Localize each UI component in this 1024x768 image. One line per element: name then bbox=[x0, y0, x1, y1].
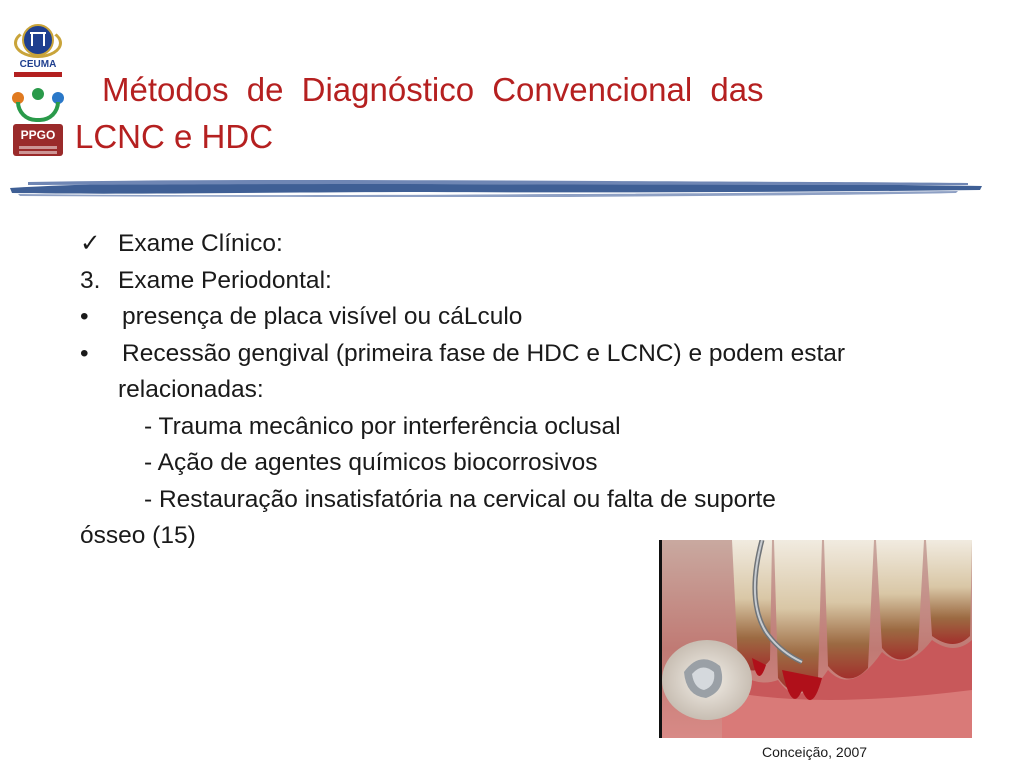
sub-item-text: ósseo (15) bbox=[80, 522, 196, 549]
list-item bbox=[80, 263, 970, 300]
smile-arc-icon bbox=[16, 102, 60, 122]
clinical-photo bbox=[659, 540, 972, 738]
list-item-text: relacionadas: bbox=[118, 376, 264, 403]
sub-item bbox=[80, 445, 970, 482]
sub-item-text: - Restauração insatisfatória na cervical ou falta de suporte bbox=[144, 485, 776, 513]
sub-item bbox=[80, 482, 970, 519]
logo-band bbox=[14, 72, 62, 77]
list-item-continuation bbox=[80, 372, 970, 409]
list-item bbox=[80, 336, 970, 373]
list-item-text: presença de placa visível ou cáLculo bbox=[122, 303, 523, 330]
ppgo-badge bbox=[13, 124, 63, 156]
list-item-text: Exame Periodontal: bbox=[118, 266, 332, 294]
sub-item bbox=[80, 409, 970, 446]
slide-title bbox=[75, 66, 925, 160]
university-seal-icon bbox=[22, 24, 54, 56]
checkmark-icon: ✓ bbox=[80, 230, 101, 257]
sub-item-text: - Trauma mecânico por interferência oclusal bbox=[144, 412, 621, 440]
ppgo-logo-text: PPGO bbox=[20, 128, 56, 142]
slide-title-line1: Métodos de Diagnóstico Convencional das bbox=[102, 71, 764, 108]
person-green-icon bbox=[32, 88, 44, 100]
list-item-text: Recessão gengival (primeira fase de HDC e LCNC) e podem estar bbox=[122, 339, 846, 367]
list-item bbox=[80, 299, 970, 336]
list-number: 3. bbox=[80, 266, 101, 294]
ppgo-logo bbox=[10, 88, 66, 158]
ceuma-logo-text: CEUMA bbox=[19, 59, 57, 70]
slide-title-line2: LCNC e HDC bbox=[75, 118, 274, 155]
bullet-icon: • bbox=[80, 303, 89, 330]
title-divider bbox=[8, 176, 984, 198]
sub-item-text: - Ação de agentes químicos biocorrosivos bbox=[144, 449, 598, 476]
figure-caption: Conceição, 2007 bbox=[762, 744, 868, 760]
slide-body bbox=[80, 226, 970, 555]
bullet-icon: • bbox=[80, 339, 89, 367]
gingival-recession-photo bbox=[662, 540, 972, 738]
ceuma-logo bbox=[10, 24, 66, 80]
list-item bbox=[80, 226, 970, 263]
list-item-text: Exame Clínico: bbox=[118, 230, 283, 257]
